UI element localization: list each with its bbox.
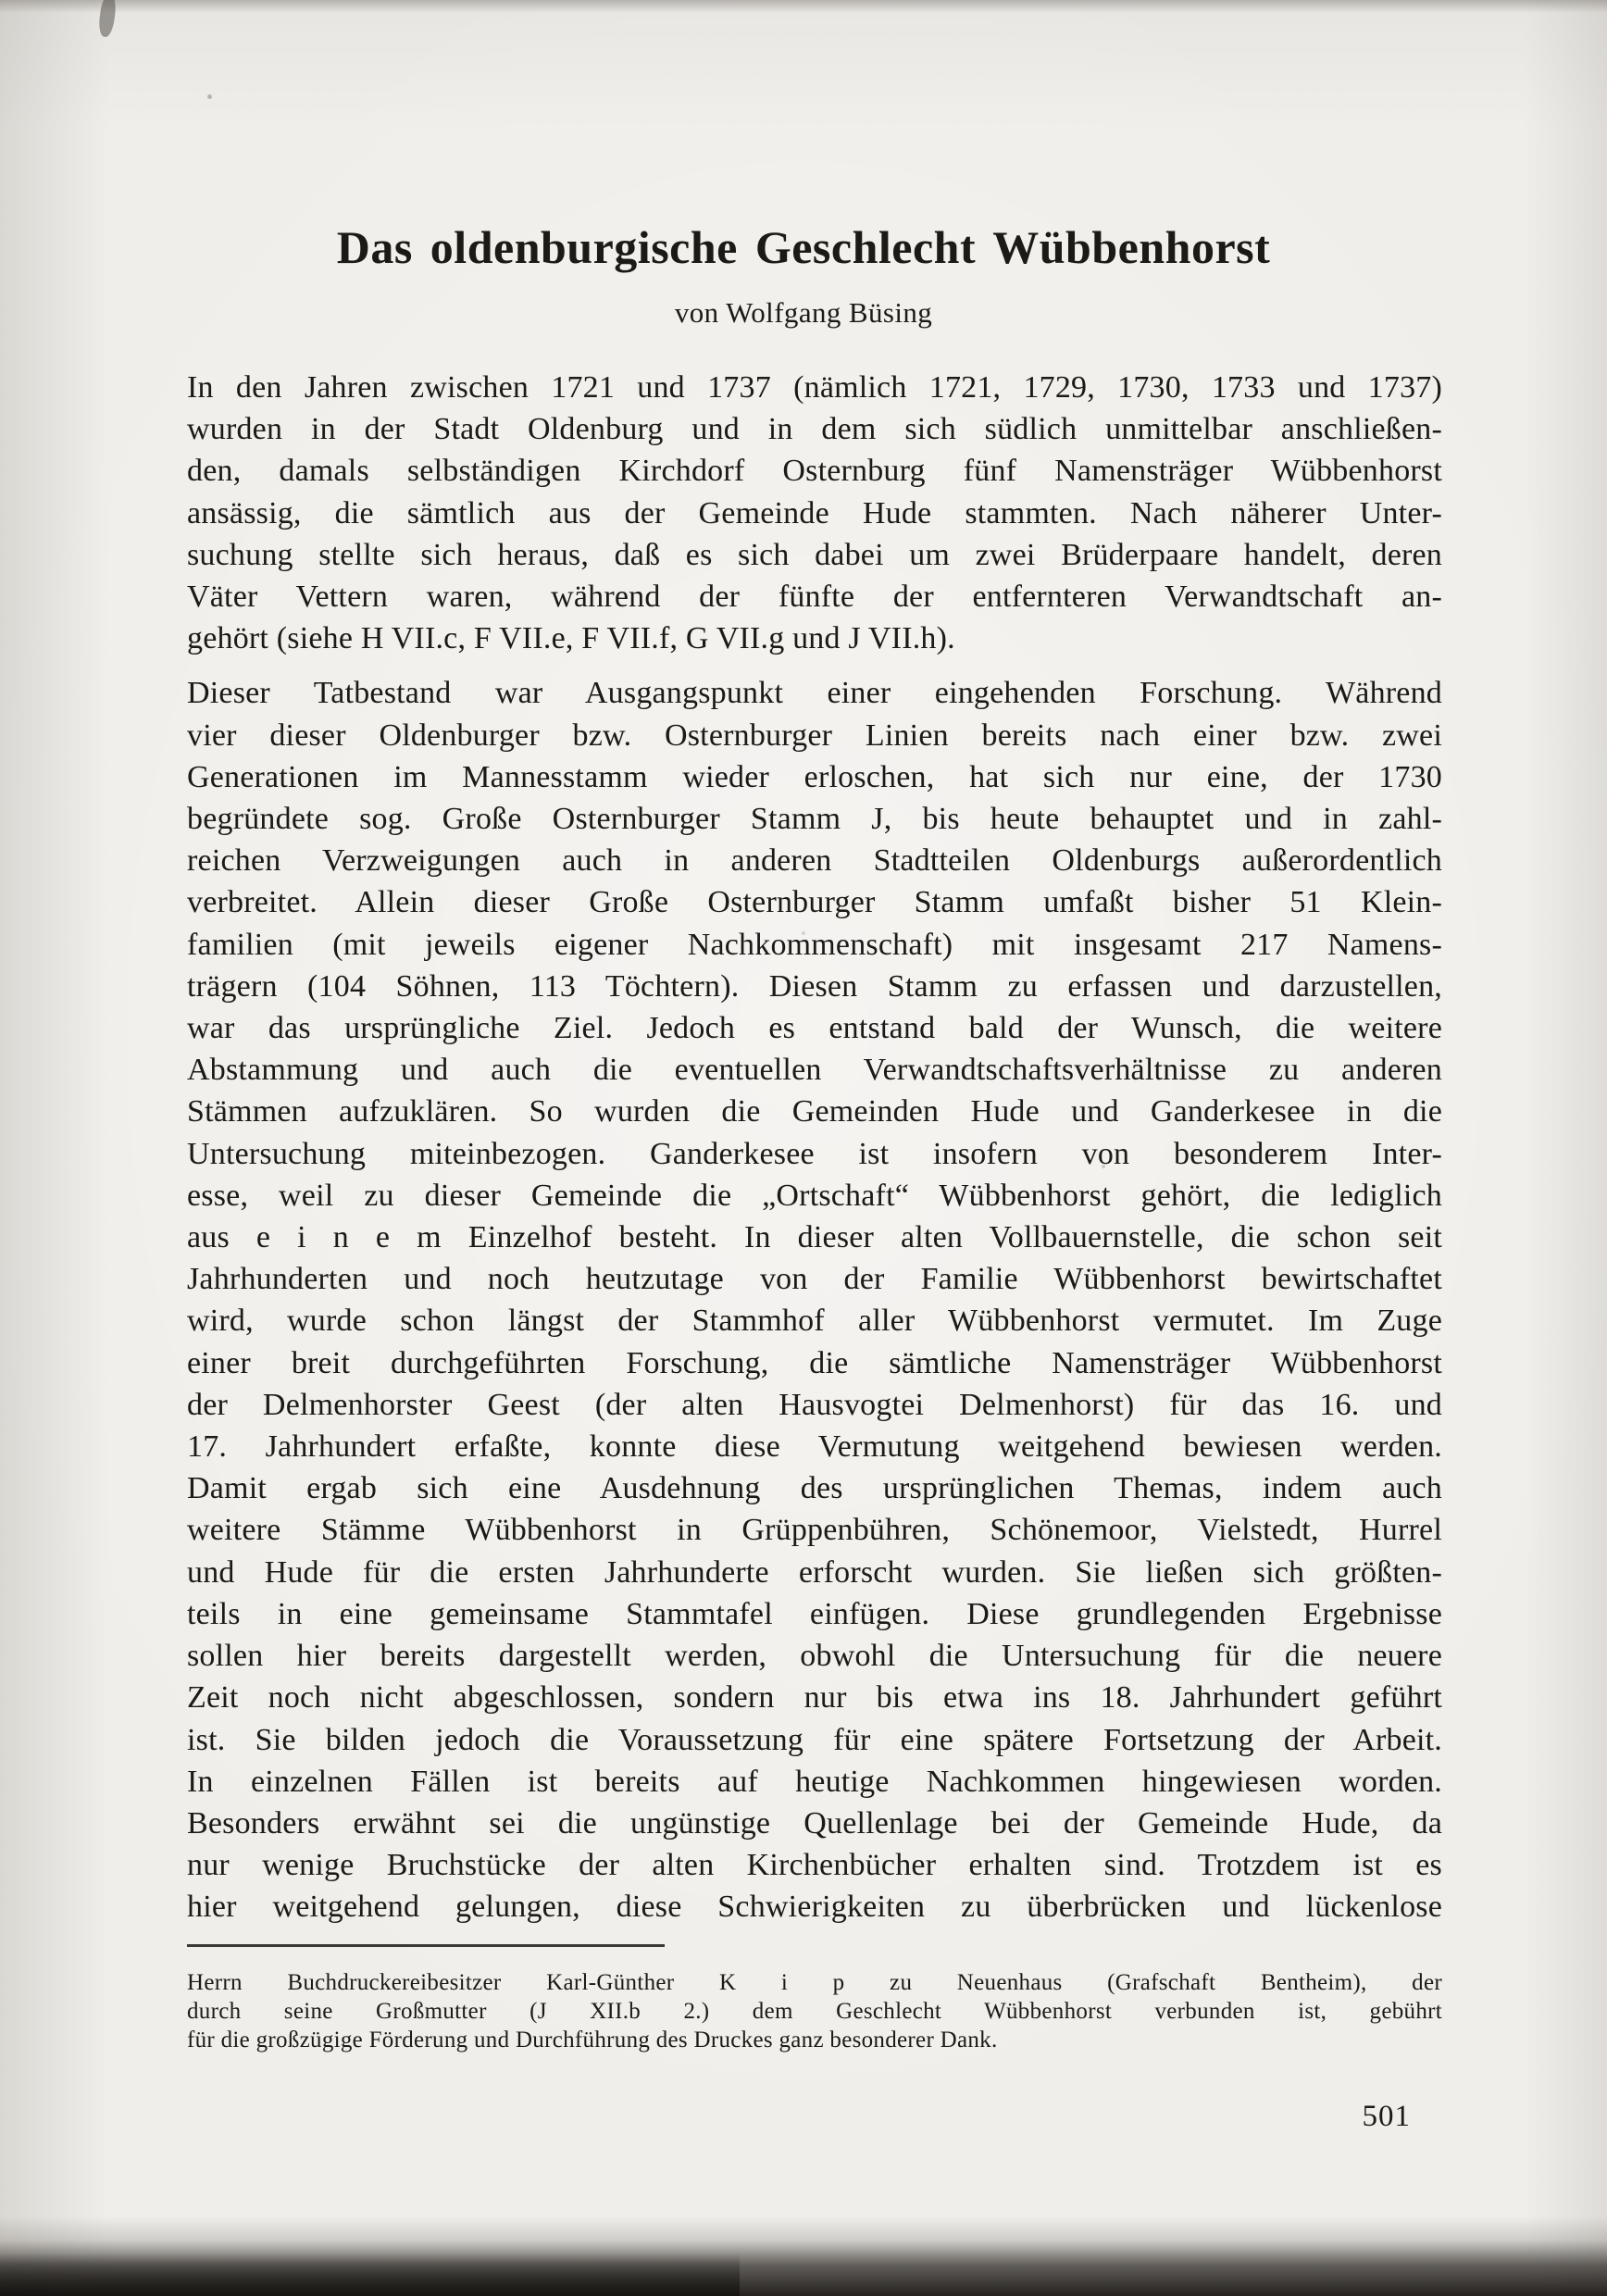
page-title: Das oldenburgische Geschlecht Wübbenhorst [336, 220, 1271, 273]
text-line: ist. Sie bilden jedoch die Voraussetzung für eine spätere Fortsetzung der Arbeit. [187, 1722, 1442, 1757]
body-text [187, 367, 1442, 1928]
text-line: Dieser Tatbestand war Ausgangspunkt einer eingehenden Forschung. Während [187, 676, 1442, 711]
text-line: für die großzügige Förderung und Durchführung des Druckes ganz besonderer Dank. [187, 2028, 998, 2053]
text-line: nur wenige Bruchstücke der alten Kirchenbücher erhalten sind. Trotzdem ist es [187, 1848, 1442, 1883]
text-line: teils in eine gemeinsame Stammtafel einfügen. Diese grundlegenden Ergebnisse [187, 1596, 1442, 1631]
text-line: trägern (104 Söhnen, 113 Töchtern). Diesen Stamm zu erfassen und darzustellen, [187, 968, 1442, 1004]
text-line: wurden in der Stadt Oldenburg und in dem sich südlich unmittelbar anschließen- [187, 412, 1442, 447]
scan-edge-left [0, 0, 109, 2296]
scan-edge-right [1524, 0, 1607, 2296]
footnote [187, 1968, 1442, 2054]
text-line: Herrn Buchdruckereibesitzer Karl-Günther K i p zu Neuenhaus (Grafschaft Bentheim), der [187, 1970, 1442, 1995]
text-line: Abstammung und auch die eventuellen Verwandtschaftsverhältnisse zu anderen [187, 1053, 1442, 1088]
text-line: Generationen im Mannesstamm wieder erloschen, hat sich nur eine, der 1730 [187, 759, 1442, 794]
text-line: Stämmen aufzuklären. So wurden die Gemeinden Hude und Ganderkesee in die [187, 1094, 1442, 1129]
text-line: der Delmenhorster Geest (der alten Hausvogtei Delmenhorst) für das 16. und [187, 1387, 1442, 1422]
text-line: weitere Stämme Wübbenhorst in Grüppenbühren, Schönemoor, Vielstedt, Hurrel [187, 1513, 1442, 1548]
text-line: aus e i n e m Einzelhof besteht. In dieser alten Vollbauernstelle, die schon seit [187, 1220, 1442, 1255]
text-line: esse, weil zu dieser Gemeinde die „Ortschaft“ Wübbenhorst gehört, die lediglich [187, 1178, 1442, 1213]
text-line: familien (mit jeweils eigener Nachkommenschaft) mit insgesamt 217 Namens- [187, 927, 1442, 962]
paragraph-1 [187, 367, 1442, 659]
text-line: einer breit durchgeführten Forschung, die sämtliche Namensträger Wübbenhorst [187, 1345, 1442, 1380]
paragraph-2 [187, 672, 1442, 1928]
text-line: reichen Verzweigungen auch in anderen Stadtteilen Oldenburgs außerordentlich [187, 843, 1442, 879]
text-line: hier weitgehend gelungen, diese Schwierigkeiten zu überbrücken und lückenlose [187, 1890, 1442, 1925]
text-line: In den Jahren zwischen 1721 und 1737 (nämlich 1721, 1729, 1730, 1733 und 1737) [187, 370, 1442, 405]
text-line: Damit ergab sich eine Ausdehnung des ursprünglichen Themas, indem auch [187, 1471, 1442, 1506]
text-line: Besonders erwähnt sei die ungünstige Quellenlage bei der Gemeinde Hude, da [187, 1805, 1442, 1841]
text-line: sollen hier bereits dargestellt werden, obwohl die Untersuchung für die neuere [187, 1639, 1442, 1674]
text-line: Väter Vettern waren, während der fünfte der entfernteren Verwandtschaft an- [187, 580, 1442, 615]
text-line: Untersuchung miteinbezogen. Ganderkesee ist insofern von besonderem Inter- [187, 1136, 1442, 1171]
text-line: Zeit noch nicht abgeschlossen, sondern nur bis etwa ins 18. Jahrhundert geführt [187, 1680, 1442, 1716]
text-line: verbreitet. Allein dieser Große Osternburger Stamm umfaßt bisher 51 Klein- [187, 885, 1442, 920]
text-line: den, damals selbständigen Kirchdorf Osternburg fünf Namensträger Wübbenhorst [187, 454, 1442, 489]
page-number: 501 [1362, 2100, 1411, 2133]
text-line: suchung stellte sich heraus, daß es sich dabei um zwei Brüderpaare handelt, deren [187, 537, 1442, 572]
text-line: 17. Jahrhundert erfaßte, konnte diese Vermutung weitgehend bewiesen werden. [187, 1429, 1442, 1465]
text-line: war das ursprüngliche Ziel. Jedoch es entstand bald der Wunsch, die weitere [187, 1011, 1442, 1046]
text-line: gehört (siehe H VII.c, F VII.e, F VII.f, G VII.g und J VII.h). [187, 621, 955, 656]
scan-speck [207, 94, 212, 99]
text-line: Jahrhunderten und noch heutzutage von der Familie Wübbenhorst bewirtschaftet [187, 1262, 1442, 1297]
text-line: begründete sog. Große Osternburger Stamm J, bis heute behauptet und in zahl- [187, 802, 1442, 837]
text-line: vier dieser Oldenburger bzw. Osternburger Linien bereits nach einer bzw. zwei [187, 718, 1442, 753]
text-line: und Hude für die ersten Jahrhunderte erforscht wurden. Sie ließen sich größten- [187, 1554, 1442, 1590]
text-line: ansässig, die sämtlich aus der Gemeinde Hude stammten. Nach näherer Unter- [187, 495, 1442, 530]
text-line: wird, wurde schon längst der Stammhof aller Wübbenhorst vermutet. Im Zuge [187, 1304, 1442, 1339]
scan-edge-top [0, 0, 1607, 13]
text-line: durch seine Großmutter (J XII.b 2.) dem Geschlecht Wübbenhorst verbunden ist, gebührt [187, 1999, 1442, 2024]
footnote-divider [187, 1944, 665, 1947]
text-line: In einzelnen Fällen ist bereits auf heutige Nachkommen hingewiesen worden. [187, 1764, 1442, 1799]
scan-edge-bottom [0, 2216, 1607, 2296]
author-byline: von Wolfgang Büsing [674, 296, 933, 329]
